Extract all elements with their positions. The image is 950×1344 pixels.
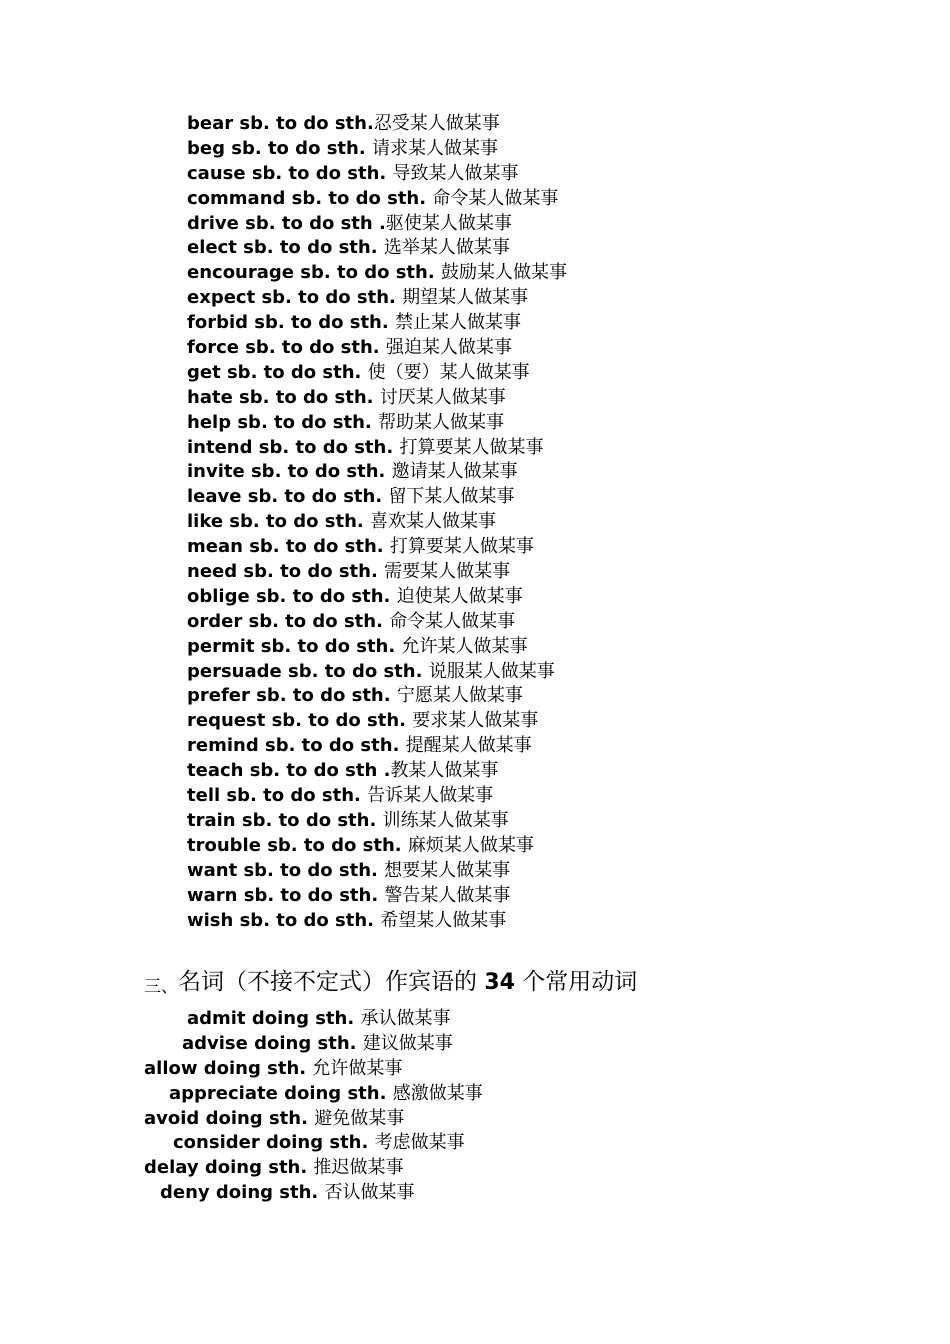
list-item <box>187 834 567 859</box>
list-item <box>182 1032 496 1057</box>
list-item <box>173 1131 487 1156</box>
list-item <box>187 535 567 560</box>
phrase-zh: 警告某人做某事 <box>384 884 511 906</box>
phrase-en: bear sb. to do sth. <box>187 113 374 134</box>
phrase-en: intend sb. to do sth. <box>187 436 400 458</box>
phrase-en: help sb. to do sth. <box>187 411 379 433</box>
phrase-en: permit sb. to do sth. <box>187 635 402 657</box>
phrase-zh: 训练某人做某事 <box>382 809 509 831</box>
list-item <box>187 684 567 709</box>
phrase-zh: 讨厌某人做某事 <box>379 386 506 408</box>
phrase-en: consider doing sth. <box>173 1132 375 1154</box>
phrase-en: force sb. to do sth. <box>187 337 386 359</box>
phrase-en: delay doing sth. <box>144 1157 314 1179</box>
phrase-zh: 想要某人做某事 <box>384 859 511 881</box>
phrase-en: wish sb. to do sth. <box>187 909 381 931</box>
heading-count: 34 <box>484 970 515 995</box>
phrase-en: need sb. to do sth. <box>187 561 385 583</box>
phrase-zh: 避免做某事 <box>314 1107 405 1129</box>
phrase-en: want sb. to do sth. <box>187 859 385 881</box>
phrase-en: avoid doing sth. <box>144 1107 315 1129</box>
list-item <box>187 137 567 162</box>
phrase-zh: 留下某人做某事 <box>388 486 515 508</box>
phrase-zh: 打算要某人做某事 <box>389 536 534 558</box>
phrase-zh: 教某人做某事 <box>390 760 499 782</box>
phrase-zh: 喜欢某人做某事 <box>370 511 496 533</box>
phrase-en: forbid sb. to do sth. <box>187 312 395 334</box>
phrase-en: mean sb. to do sth. <box>187 536 390 558</box>
list-item <box>144 1156 458 1181</box>
phrase-zh: 邀请某人做某事 <box>391 461 518 483</box>
phrase-en: get sb. to do sth. <box>187 361 368 383</box>
list-item <box>160 1181 474 1206</box>
phrase-zh: 否认做某事 <box>324 1182 415 1204</box>
list-item <box>187 460 567 485</box>
phrase-zh: 期望某人做某事 <box>402 287 529 309</box>
phrase-zh: 命令某人做某事 <box>432 187 559 209</box>
list-item <box>187 610 567 635</box>
phrase-zh: 忍受某人做某事 <box>373 113 500 134</box>
list-item <box>187 286 567 311</box>
section-separator: 、 <box>161 977 178 997</box>
phrase-zh: 请求某人做某事 <box>371 137 498 159</box>
phrase-en: persuade sb. to do sth. <box>187 660 429 682</box>
list-item <box>187 187 567 212</box>
phrase-zh: 需要某人做某事 <box>384 561 511 583</box>
phrase-zh: 希望某人做某事 <box>380 909 507 931</box>
list-item <box>169 1082 483 1107</box>
list-item <box>187 859 567 884</box>
list-item <box>187 485 567 510</box>
verb-object-infinitive-list <box>187 112 567 933</box>
phrase-zh: 帮助某人做某事 <box>378 411 505 433</box>
list-item <box>187 1007 501 1032</box>
phrase-en: beg sb. to do sth. <box>187 137 372 159</box>
phrase-en: deny doing sth. <box>160 1182 325 1204</box>
phrase-en: request sb. to do sth. <box>187 710 413 732</box>
phrase-en: like sb. to do sth. <box>187 511 370 533</box>
list-item <box>187 386 567 411</box>
list-item <box>187 436 567 461</box>
phrase-en: drive sb. to do sth . <box>187 212 386 234</box>
list-item <box>187 212 567 237</box>
list-item <box>187 311 567 336</box>
list-item <box>187 112 567 137</box>
phrase-en: appreciate doing sth. <box>169 1082 393 1104</box>
phrase-en: admit doing sth. <box>187 1008 361 1029</box>
phrase-en: trouble sb. to do sth. <box>187 834 408 856</box>
phrase-zh: 使（要）某人做某事 <box>367 361 530 383</box>
phrase-zh: 麻烦某人做某事 <box>407 834 534 856</box>
phrase-en: invite sb. to do sth. <box>187 461 392 483</box>
phrase-zh: 说服某人做某事 <box>428 660 555 682</box>
list-item <box>144 1107 458 1132</box>
phrase-zh: 导致某人做某事 <box>392 162 519 184</box>
phrase-zh: 宁愿某人做某事 <box>396 685 523 707</box>
phrase-en: expect sb. to do sth. <box>187 287 403 309</box>
list-item <box>187 361 567 386</box>
heading-text-after: 个常用动词 <box>514 969 638 995</box>
list-item <box>187 709 567 734</box>
list-item <box>187 336 567 361</box>
list-item <box>187 236 567 261</box>
list-item <box>187 734 567 759</box>
phrase-en: advise doing sth. <box>182 1032 363 1054</box>
phrase-zh: 打算要某人做某事 <box>399 436 544 458</box>
phrase-en: train sb. to do sth. <box>187 809 383 831</box>
list-item <box>187 585 567 610</box>
phrase-zh: 告诉某人做某事 <box>367 785 494 807</box>
phrase-zh: 命令某人做某事 <box>389 610 516 632</box>
phrase-zh: 感激做某事 <box>392 1082 483 1104</box>
list-item <box>187 784 567 809</box>
list-item <box>187 560 567 585</box>
list-item <box>187 909 567 934</box>
list-item <box>187 660 567 685</box>
phrase-zh: 禁止某人做某事 <box>394 312 521 334</box>
phrase-zh: 考虑做某事 <box>374 1132 465 1154</box>
phrase-en: encourage sb. to do sth. <box>187 262 441 284</box>
list-item <box>187 510 567 535</box>
phrase-en: prefer sb. to do sth. <box>187 685 397 707</box>
phrase-en: cause sb. to do sth. <box>187 162 393 184</box>
phrase-zh: 鼓励某人做某事 <box>440 262 567 284</box>
phrase-zh: 允许做某事 <box>312 1057 403 1079</box>
phrase-en: oblige sb. to do sth. <box>187 585 397 607</box>
list-item <box>187 759 567 784</box>
phrase-zh: 迫使某人做某事 <box>396 585 523 607</box>
heading-text-before: 名词（不接不定式）作宾语的 <box>178 969 485 995</box>
section-number: 三 <box>144 977 161 997</box>
section-heading <box>144 962 637 1002</box>
phrase-zh: 提醒某人做某事 <box>405 735 532 757</box>
phrase-en: tell sb. to do sth. <box>187 785 368 807</box>
list-item <box>187 261 567 286</box>
phrase-zh: 建议做某事 <box>362 1032 453 1054</box>
phrase-zh: 强迫某人做某事 <box>385 337 512 359</box>
phrase-zh: 允许某人做某事 <box>401 635 528 657</box>
gerund-object-verb-list <box>0 1007 483 1206</box>
list-item <box>187 411 567 436</box>
phrase-en: hate sb. to do sth. <box>187 386 380 408</box>
list-item <box>144 1057 458 1082</box>
phrase-en: teach sb. to do sth . <box>187 760 391 782</box>
phrase-en: allow doing sth. <box>144 1057 313 1079</box>
phrase-zh: 驱使某人做某事 <box>385 212 512 234</box>
list-item <box>187 635 567 660</box>
list-item <box>187 809 567 834</box>
phrase-en: order sb. to do sth. <box>187 610 390 632</box>
list-item <box>187 884 567 909</box>
phrase-zh: 承认做某事 <box>360 1008 451 1029</box>
phrase-en: command sb. to do sth. <box>187 187 433 209</box>
phrase-zh: 选举某人做某事 <box>383 237 510 259</box>
phrase-en: leave sb. to do sth. <box>187 486 389 508</box>
phrase-en: remind sb. to do sth. <box>187 735 406 757</box>
list-item <box>187 162 567 187</box>
phrase-zh: 要求某人做某事 <box>412 710 539 732</box>
phrase-en: warn sb. to do sth. <box>187 884 385 906</box>
phrase-en: elect sb. to do sth. <box>187 237 384 259</box>
phrase-zh: 推迟做某事 <box>313 1157 404 1179</box>
